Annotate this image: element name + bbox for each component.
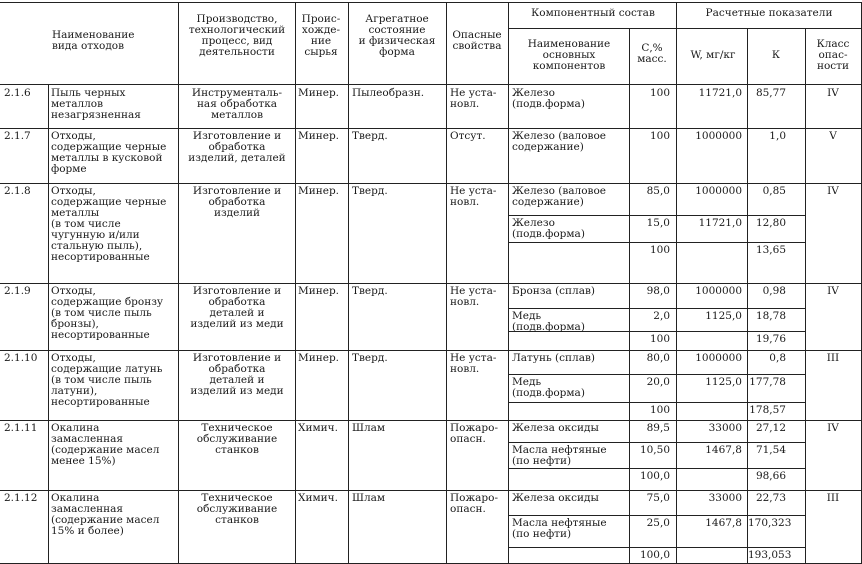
component-c-mass: 25,0 xyxy=(646,517,670,529)
header-state: Агрегатное состояние и физическая форма xyxy=(358,13,436,58)
component-k: 13,65 xyxy=(755,244,786,256)
grid-line xyxy=(676,84,677,563)
component-w: 33000 xyxy=(708,422,742,434)
row-production: Инструменталь- ная обработка металлов xyxy=(191,87,283,121)
table-top-border xyxy=(0,2,862,3)
header-components: Наименование основных компонентов xyxy=(527,38,611,72)
component-c-mass: 15,0 xyxy=(646,217,670,229)
row-hazard: Пожаро- опасн. xyxy=(450,422,498,445)
header-code xyxy=(0,16,47,36)
component-w: 1000000 xyxy=(695,185,742,197)
component-name: Железа оксиды xyxy=(512,492,599,504)
component-name xyxy=(512,334,628,349)
component-border xyxy=(508,215,805,216)
component-name xyxy=(512,405,628,419)
header-production: Производство, технологический процесс, вид деятельности xyxy=(188,13,286,58)
component-name: Железо (валовое содержание) xyxy=(512,130,606,153)
component-w: 11721,0 xyxy=(698,217,742,229)
component-w xyxy=(678,471,742,485)
header-hazard: Опасные свойства xyxy=(452,29,502,52)
component-border xyxy=(508,402,805,403)
row-origin: Минер. xyxy=(298,87,340,99)
component-w: 33000 xyxy=(708,492,742,504)
component-border xyxy=(508,374,805,375)
component-w xyxy=(678,550,742,564)
component-k: 98,66 xyxy=(755,470,786,482)
grid-line xyxy=(446,2,447,84)
row-production: Изготовление и обработка деталей и изделий из меди xyxy=(190,352,284,397)
row-state: Пылеобразн. xyxy=(352,87,425,99)
row-state: Тверд. xyxy=(352,285,388,297)
row-production: Изготовление и обработка изделий xyxy=(192,185,282,219)
row-border xyxy=(0,350,862,351)
row-hazard-class: V xyxy=(829,130,837,142)
row-code: 2.1.11 xyxy=(4,422,38,434)
component-w: 1000000 xyxy=(695,130,742,142)
row-code: 2.1.8 xyxy=(4,185,31,197)
row-border xyxy=(0,183,862,184)
header-composition: Компонентный состав xyxy=(531,7,655,19)
component-k: 1,0 xyxy=(769,130,786,142)
component-w xyxy=(678,405,742,419)
component-k: 0,8 xyxy=(769,352,786,364)
component-k: 27,12 xyxy=(755,422,786,434)
row-origin: Минер. xyxy=(298,352,340,364)
row-code: 2.1.9 xyxy=(4,285,31,297)
row-state: Тверд. xyxy=(352,185,388,197)
component-border xyxy=(508,442,805,443)
row-name: Окалина замасленная (содержание масел 15% и более) xyxy=(51,492,160,537)
row-production: Техническое обслуживание станков xyxy=(196,492,278,526)
component-k: 12,80 xyxy=(755,217,786,229)
component-w: 1000000 xyxy=(695,285,742,297)
grid-line xyxy=(508,2,509,84)
header-calculated: Расчетные показатели xyxy=(705,7,833,19)
component-c-mass: 80,0 xyxy=(646,352,670,364)
component-name: Бронза (сплав) xyxy=(512,285,595,297)
row-hazard-class: IV xyxy=(827,185,839,197)
component-border xyxy=(508,308,805,309)
component-c-mass: 89,5 xyxy=(646,422,670,434)
header-k: К xyxy=(771,49,781,61)
row-code: 2.1.7 xyxy=(4,130,31,142)
component-c-mass: 100 xyxy=(649,244,670,256)
component-c-mass: 10,50 xyxy=(639,444,670,456)
component-c-mass: 98,0 xyxy=(646,285,670,297)
row-border xyxy=(0,420,862,421)
row-origin: Минер. xyxy=(298,130,340,142)
component-name xyxy=(512,245,628,282)
row-origin: Минер. xyxy=(298,185,340,197)
component-name: Латунь (сплав) xyxy=(512,352,595,364)
component-name xyxy=(512,550,628,562)
header-w: W, мг/кг xyxy=(690,49,736,61)
header-bottom-border xyxy=(0,84,862,85)
grid-line xyxy=(295,84,296,563)
component-k: 0,98 xyxy=(762,285,786,297)
component-name: Медь (подв.форма) xyxy=(512,376,585,399)
row-name: Окалина замасленная (содержание масел менее 15%) xyxy=(51,422,160,467)
row-production: Изготовление и обработка деталей и изделий из меди xyxy=(190,285,284,330)
component-w: 1467,8 xyxy=(705,444,742,456)
row-hazard-class: IV xyxy=(827,87,839,99)
row-production: Техническое обслуживание станков xyxy=(196,422,278,456)
row-code: 2.1.12 xyxy=(4,492,38,504)
component-c-mass: 100 xyxy=(649,333,670,345)
row-origin: Минер. xyxy=(298,285,340,297)
component-name: Железо (подв.форма) xyxy=(512,87,585,110)
row-border xyxy=(0,283,862,284)
row-code: 2.1.6 xyxy=(4,87,31,99)
header-origin: Проис- хожде- ние сырья xyxy=(301,13,341,58)
row-hazard: Не уста- новл. xyxy=(450,185,497,208)
grid-line xyxy=(348,84,349,563)
header-hazard-class: Класс опас- ности xyxy=(816,38,850,72)
component-k: 71,54 xyxy=(755,444,786,456)
grid-line xyxy=(178,2,179,84)
row-hazard-class: III xyxy=(826,352,840,364)
row-hazard: Не уста- новл. xyxy=(450,352,497,375)
component-c-mass: 75,0 xyxy=(646,492,670,504)
row-border xyxy=(0,128,862,129)
row-state: Тверд. xyxy=(352,352,388,364)
component-w xyxy=(678,245,742,259)
component-c-mass: 100,0 xyxy=(639,549,670,561)
component-c-mass: 100 xyxy=(649,130,670,142)
component-k: 18,78 xyxy=(755,310,786,322)
row-name: Отходы, содержащие бронзу (в том числе пыль бронзы), несортированные xyxy=(51,285,164,341)
component-w: 1467,8 xyxy=(705,517,742,529)
component-c-mass: 85,0 xyxy=(646,185,670,197)
row-hazard: Отсут. xyxy=(450,130,486,142)
row-hazard-class: IV xyxy=(827,422,839,434)
component-k: 85,77 xyxy=(755,87,786,99)
header-c-mass: С,% масс. xyxy=(637,42,667,65)
grid-line xyxy=(48,84,49,563)
component-w: 11721,0 xyxy=(698,87,742,99)
component-name: Масла нефтяные (по нефти) xyxy=(512,517,607,540)
row-border xyxy=(0,490,862,491)
header-name: Наименование вида отходов xyxy=(52,29,135,52)
component-c-mass: 100 xyxy=(649,87,670,99)
component-border xyxy=(508,547,805,548)
row-hazard: Не уста- новл. xyxy=(450,87,497,110)
component-k: 193,053 xyxy=(748,549,792,561)
grid-line xyxy=(178,84,179,563)
row-origin: Химич. xyxy=(298,422,338,434)
row-state: Шлам xyxy=(352,492,386,504)
row-origin: Химич. xyxy=(298,492,338,504)
header-sub-border xyxy=(508,28,862,29)
component-w: 1125,0 xyxy=(705,310,742,322)
component-w: 1000000 xyxy=(695,352,742,364)
grid-line xyxy=(348,2,349,84)
row-state: Тверд. xyxy=(352,130,388,142)
component-k: 178,57 xyxy=(749,404,786,416)
component-k: 170,323 xyxy=(748,517,792,529)
row-name: Пыль черных металлов незагрязненная xyxy=(51,87,141,121)
grid-line xyxy=(508,84,509,563)
row-hazard-class: III xyxy=(826,492,840,504)
row-hazard: Не уста- новл. xyxy=(450,285,497,308)
component-k: 0,85 xyxy=(762,185,786,197)
component-k: 19,76 xyxy=(755,333,786,345)
component-border xyxy=(508,468,805,469)
component-name: Медь (подв.форма) xyxy=(512,310,585,333)
row-hazard: Пожаро- опасн. xyxy=(450,492,498,515)
component-border xyxy=(508,515,805,516)
component-w: 1125,0 xyxy=(705,376,742,388)
component-name: Масла нефтяные (по нефти) xyxy=(512,444,607,467)
grid-line xyxy=(446,84,447,563)
component-name: Железо (подв.форма) xyxy=(512,217,585,240)
grid-line xyxy=(676,2,677,84)
row-code: 2.1.10 xyxy=(4,352,38,364)
component-k: 177,78 xyxy=(749,376,786,388)
row-state: Шлам xyxy=(352,422,386,434)
row-name: Отходы, содержащие черные металлы (в том числе чугунную и/или стальную пыль), несортированные xyxy=(51,185,167,263)
component-name: Железа оксиды xyxy=(512,422,599,434)
component-border xyxy=(508,242,805,243)
component-k: 22,73 xyxy=(755,492,786,504)
component-c-mass: 20,0 xyxy=(646,376,670,388)
row-name: Отходы, содержащие черные металлы в кусковой форме xyxy=(51,130,167,175)
grid-line xyxy=(805,84,806,563)
component-w xyxy=(678,334,742,348)
component-name: Железо (валовое содержание) xyxy=(512,185,606,208)
component-c-mass: 2,0 xyxy=(653,310,670,322)
row-name: Отходы, содержащие латунь (в том числе пыль латуни), несортированные xyxy=(51,352,163,408)
component-name xyxy=(512,471,628,489)
component-c-mass: 100,0 xyxy=(639,470,670,482)
row-hazard-class: IV xyxy=(827,285,839,297)
component-c-mass: 100 xyxy=(649,404,670,416)
row-production: Изготовление и обработка изделий, деталей xyxy=(188,130,286,164)
